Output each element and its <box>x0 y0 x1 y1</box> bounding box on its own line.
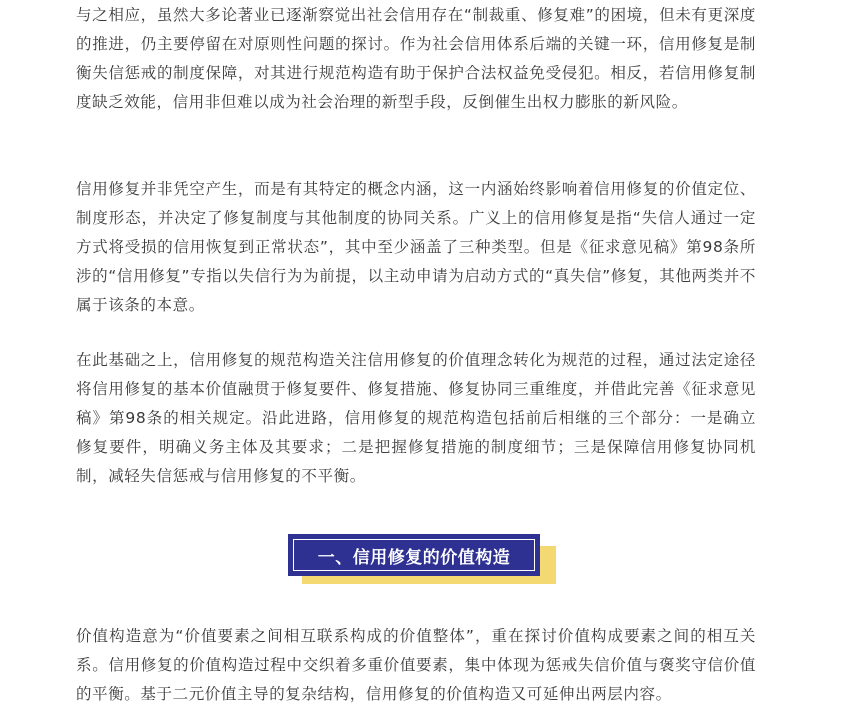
paragraph-value-structure: 价值构造意为“价值要素之间相互联系构成的价值整体”，重在探讨价值构成要素之间的相互关系。信用修复的价值构造过程中交织着多重价值要素，集中体现为惩戒失信价值与褒奖守信价值的平衡。基于二元价值主导的复杂结构，信用修复的价值构造又可延伸出两层内容。 <box>76 627 756 703</box>
paragraph-credit-repair-concept: 信用修复并非凭空产生，而是有其特定的概念内涵，这一内涵始终影响着信用修复的价值定位、制度形态，并决定了修复制度与其他制度的协同关系。广义上的信用修复是指“失信人通过一定方式将受损的信用恢复到正常状态”，其中至少涵盖了三种类型。但是《征求意见稿》第98条所涉的“信用修复”专指以失信行为为前提，以主动申请为启动方式的“真失信”修复，其他两类并不属于该条的本意。 <box>76 180 756 314</box>
section-heading-block <box>288 534 556 584</box>
section-heading-box <box>288 534 540 576</box>
paragraph-credit-repair-context: 与之相应，虽然大多论著业已逐渐察觉出社会信用存在“制裁重、修复难”的困境，但未有更深度的推进，仍主要停留在对原则性问题的探讨。作为社会信用体系后端的关键一环，信用修复是制衡失信惩戒的制度保障，对其进行规范构造有助于保护合法权益免受侵犯。相反，若信用修复制度缺乏效能，信用非但难以成为社会治理的新型手段，反倒催生出权力膨胀的新风险。 <box>76 6 756 111</box>
section-heading-title: 一、信用修复的价值构造 <box>317 547 511 568</box>
paragraph-normative-structure: 在此基础之上，信用修复的规范构造关注信用修复的价值理念转化为规范的过程，通过法定途径将信用修复的基本价值融贯于修复要件、修复措施、修复协同三重维度，并借此完善《征求意见稿》第98条的相关规定。沿此进路，信用修复的规范构造包括前后相继的三个部分：一是确立修复要件，明确义务主体及其要求；二是把握修复措施的制度细节；三是保障信用修复协同机制，减轻失信惩戒与信用修复的不平衡。 <box>76 351 756 485</box>
